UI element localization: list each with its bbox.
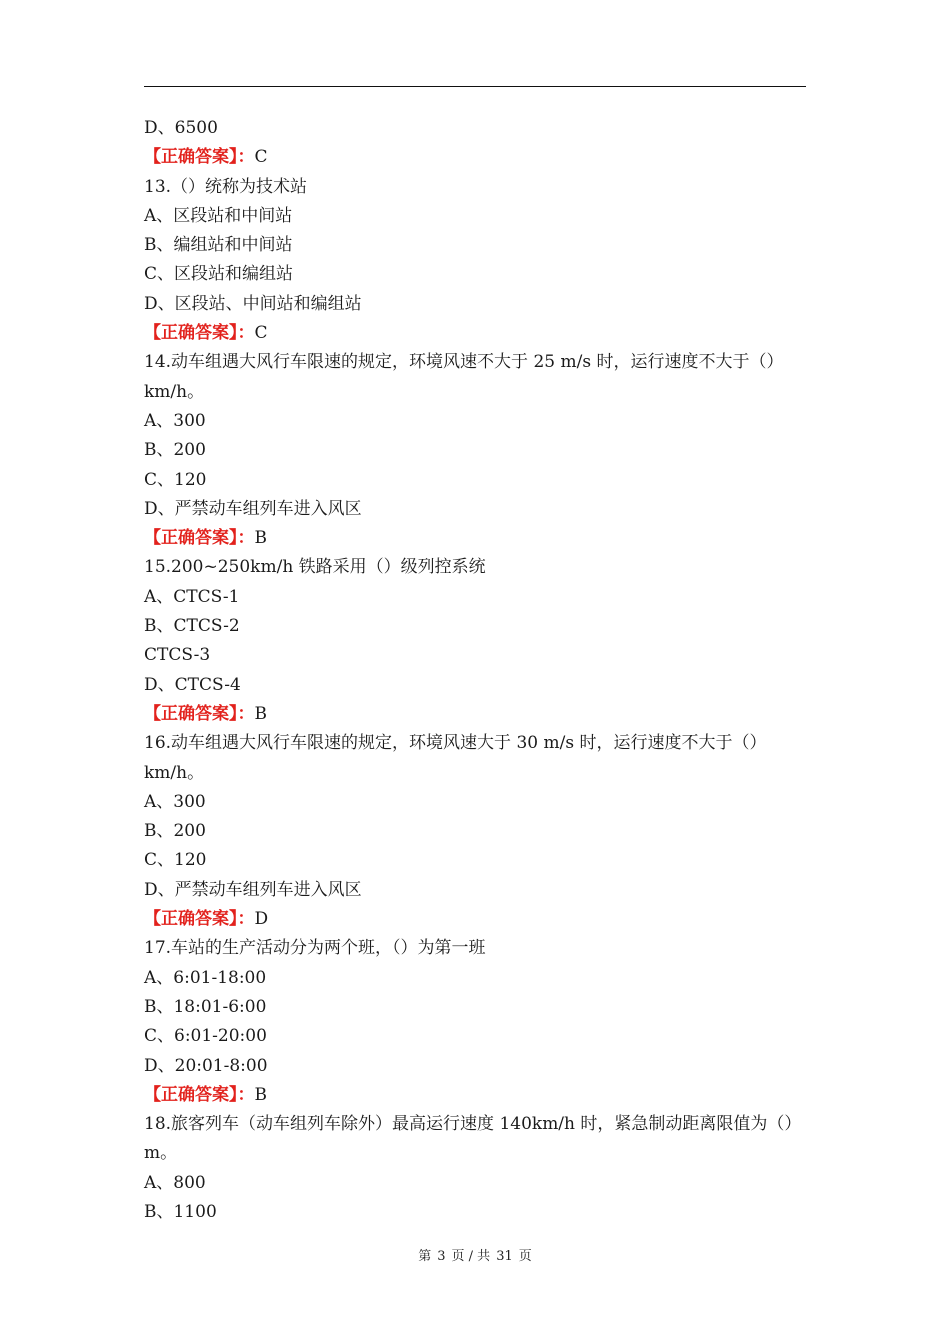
- option-line: D、CTCS-4: [144, 674, 241, 695]
- option-line: A、区段站和中间站: [144, 205, 293, 226]
- page-content: [144, 114, 806, 1227]
- question-line: 14.动车组遇大风行车限速的规定，环境风速不大于 25 m/s 时，运行速度不大于（）km/h。: [144, 352, 784, 402]
- footer-suffix: 页: [518, 1249, 532, 1264]
- answer-line: [144, 524, 806, 553]
- option-line: A、CTCS-1: [144, 586, 240, 607]
- option-line: A、800: [144, 1172, 206, 1193]
- option-line: C、6:01-20:00: [144, 1026, 267, 1047]
- question-line: 17.车站的生产活动分为两个班，（）为第一班: [144, 938, 486, 959]
- question-line: 16.动车组遇大风行车限速的规定，环境风速大于 30 m/s 时，运行速度不大于（）km/h。: [144, 733, 767, 783]
- answer-label: 【正确答案】：: [144, 703, 255, 724]
- answer-line: [144, 905, 806, 934]
- answer-line: [144, 319, 806, 348]
- answer-line: [144, 1081, 806, 1110]
- answer-value: B: [254, 703, 267, 724]
- option-line: A、6:01-18:00: [144, 967, 267, 988]
- answer-value: B: [254, 528, 267, 549]
- option-line: C、120: [144, 850, 207, 871]
- footer-total-pages: 31: [496, 1249, 513, 1264]
- question-line: 18.旅客列车（动车组列车除外）最高运行速度 140km/h 时，紧急制动距离限值为（）m。: [144, 1114, 802, 1164]
- option-line: B、18:01-6:00: [144, 996, 267, 1017]
- answer-value: C: [254, 323, 268, 344]
- option-line: D、区段站、中间站和编组站: [144, 293, 362, 314]
- answer-value: B: [254, 1084, 267, 1105]
- question-line: 13.（）统称为技术站: [144, 176, 308, 197]
- option-line: B、1100: [144, 1201, 217, 1222]
- header-rule: [144, 86, 806, 87]
- answer-label: 【正确答案】：: [144, 147, 255, 168]
- footer-page-number: 3: [437, 1249, 446, 1264]
- answer-line: [144, 700, 806, 729]
- answer-label: 【正确答案】：: [144, 909, 255, 930]
- option-line: CTCS-3: [144, 645, 211, 666]
- option-line: A、300: [144, 791, 206, 812]
- option-line: D、6500: [144, 118, 218, 138]
- option-line: B、编组站和中间站: [144, 235, 293, 256]
- answer-value: C: [254, 147, 268, 168]
- answer-label: 【正确答案】：: [144, 1084, 255, 1105]
- option-line: D、20:01-8:00: [144, 1055, 268, 1076]
- answer-value: D: [254, 909, 269, 930]
- answer-label: 【正确答案】：: [144, 323, 255, 344]
- option-line: B、CTCS-2: [144, 616, 240, 637]
- footer-mid: 页 / 共: [451, 1249, 491, 1264]
- option-line: C、120: [144, 469, 207, 490]
- option-line: B、200: [144, 821, 206, 842]
- question-line: 15.200~250km/h 铁路采用（）级列控系统: [144, 557, 486, 578]
- option-line: B、200: [144, 440, 206, 461]
- option-line: D、严禁动车组列车进入风区: [144, 498, 362, 519]
- option-line: D、严禁动车组列车进入风区: [144, 879, 362, 900]
- answer-line: [144, 143, 806, 172]
- page-footer: [0, 1245, 950, 1264]
- option-line: A、300: [144, 410, 206, 431]
- footer-prefix: 第: [418, 1249, 432, 1264]
- option-line: C、区段站和编组站: [144, 264, 294, 285]
- answer-label: 【正确答案】：: [144, 528, 255, 549]
